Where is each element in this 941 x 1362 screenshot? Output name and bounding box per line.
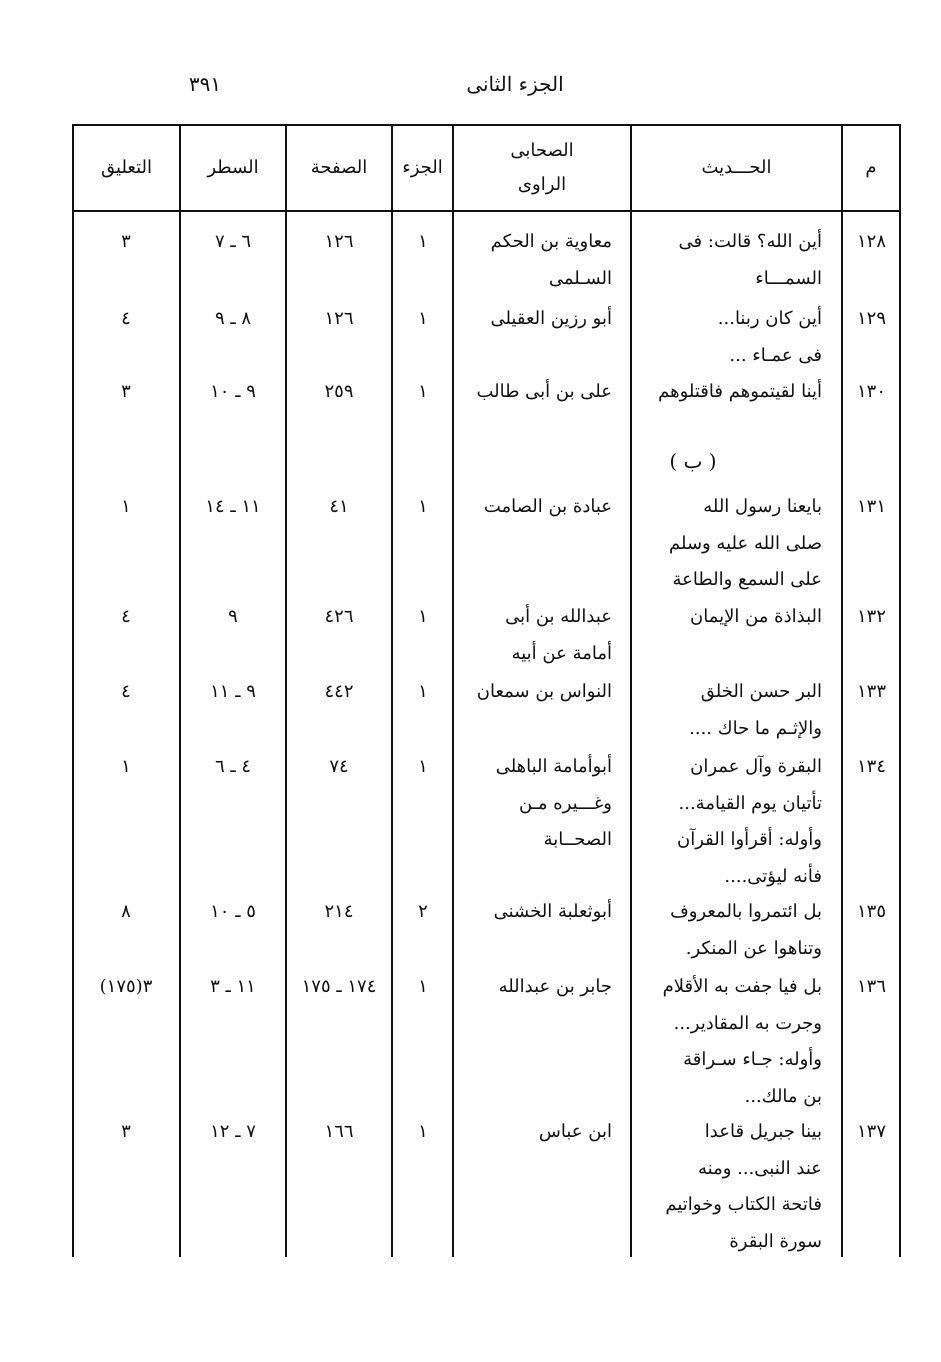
narrator: [454, 599, 612, 672]
note-cell: ٤: [121, 681, 131, 702]
page-cell: ٤٢٦: [324, 606, 354, 627]
hadith-text-line: تأتيان يوم القيامة...: [678, 792, 822, 814]
note-cell: ٨: [121, 901, 131, 922]
line-cell: ٩ ـ ١١: [210, 681, 256, 702]
narrator-line: على بن أبى طالب: [476, 381, 612, 402]
hadith-number: ١٣٣: [856, 681, 886, 702]
line-cell: ١١ ـ ٣: [210, 976, 256, 997]
narrator: [454, 1114, 612, 1151]
note-cell: ٣: [121, 1121, 131, 1142]
hadith-number: ١٣٧: [856, 1121, 886, 1142]
hadith-text-line: وأوله: جـاء سـراقة: [683, 1049, 822, 1070]
note-cell: ١: [121, 496, 131, 517]
line-cell: ٥ ـ ١٠: [210, 901, 256, 922]
hadith-text-line: بايعنا رسول الله: [703, 496, 822, 517]
hadith-text-line: صلى الله عليه وسلم: [669, 532, 822, 554]
narrator: [454, 749, 612, 859]
narrator: [454, 374, 612, 411]
juz-cell: ١: [418, 381, 428, 402]
juz-cell: ١: [418, 496, 428, 517]
hadith-text-line: بينا جبريل قاعدا: [704, 1121, 822, 1142]
hadith-number: ١٣٤: [856, 756, 886, 777]
narrator-line: النواس بن سمعان: [476, 681, 612, 702]
section-heading: ( ب ): [669, 449, 717, 473]
hadith-text-line: فأنه ليؤتى....: [724, 865, 822, 887]
narrator-line: ابن عباس: [538, 1121, 612, 1142]
narrator-line: السـلمى: [548, 267, 612, 289]
narrator-line: أمامة عن أبيه: [511, 642, 612, 664]
hadith-number: ١٣١: [856, 496, 886, 517]
page-header-title: الجزء الثانى: [466, 72, 564, 96]
col-header-safha: الصفحة: [310, 157, 368, 178]
hadith-text-line: فى عمـاء ...: [729, 344, 822, 366]
page-cell: ٢١٤: [324, 901, 354, 922]
narrator-line: جابر بن عبدالله: [498, 976, 612, 997]
narrator: [454, 301, 612, 338]
hadith-text-line: سورة البقرة: [729, 1230, 822, 1252]
page-cell: ٢٥٩: [324, 381, 354, 402]
juz-cell: ١: [418, 606, 428, 627]
col-header-num: م: [865, 157, 877, 178]
hadith-index-table: [72, 124, 901, 1257]
page-cell: ١٢٦: [324, 231, 354, 252]
col-header-sahabi: [454, 126, 630, 210]
hadith-text-line: وأوله: أقرأوا القرآن: [676, 829, 822, 850]
page-cell: ٤١: [329, 496, 349, 517]
hadith-number: ١٢٨: [856, 231, 886, 252]
juz-cell: ١: [418, 308, 428, 329]
hadith-text-line: أين الله؟ قالت: فى: [678, 231, 822, 252]
line-cell: ٤ ـ ٦: [214, 756, 252, 777]
page-cell: ١٦٦: [324, 1121, 354, 1142]
hadith-text-line: والإثـم ما حاك ....: [689, 717, 822, 739]
narrator-line: أبو رزين العقيلى: [490, 308, 612, 329]
hadith-text-line: بل فيا جفت به الأقلام: [662, 976, 822, 997]
hadith-text-line: البقرة وآل عمران: [690, 756, 822, 777]
narrator-line: وغـــيره مـن: [518, 792, 612, 814]
line-cell: ٧ ـ ١٢: [210, 1121, 256, 1142]
juz-cell: ١: [418, 976, 428, 997]
note-cell: ٣: [121, 231, 131, 252]
line-cell: ٩ ـ ١٠: [210, 381, 256, 402]
col-header-sahabi-line2: الراوى: [517, 174, 567, 195]
note-cell: ٤: [121, 606, 131, 627]
hadith-text-line: البر حسن الخلق: [700, 681, 822, 702]
narrator-line: الصحــابة: [543, 829, 612, 850]
narrator: [454, 489, 612, 526]
hadith-number: ١٣٥: [856, 901, 886, 922]
narrator-line: معاوية بن الحكم: [490, 231, 612, 252]
hadith-text-line: وتناهوا عن المنكر.: [685, 937, 822, 959]
narrator-line: أبوأمامة الباهلى: [495, 756, 612, 777]
juz-cell: ١: [418, 1121, 428, 1142]
hadith-text-line: وجرت به المقادير...: [673, 1012, 822, 1034]
col-header-sahabi-line1: الصحابى: [510, 140, 574, 161]
narrator-line: أبوثعلبة الخشنى: [493, 901, 612, 922]
juz-cell: ١: [418, 756, 428, 777]
page-cell: ٤٤٢: [324, 681, 354, 702]
page-cell: ٧٤: [329, 756, 349, 777]
hadith-number: ١٣٦: [856, 976, 886, 997]
hadith-text-line: البذاذة من الإيمان: [690, 606, 822, 627]
note-cell: ٤: [121, 308, 131, 329]
col-header-hadith: الحـــديث: [701, 157, 772, 178]
line-cell: ٨ ـ ٩: [214, 308, 252, 329]
narrator-line: عبادة بن الصامت: [483, 496, 612, 517]
narrator: [454, 674, 612, 711]
hadith-text-line: عند النبى... ومنه: [698, 1157, 822, 1179]
juz-cell: ١: [418, 681, 428, 702]
note-cell: ١: [121, 756, 131, 777]
hadith-text-line: أين كان ربنا...: [717, 308, 822, 329]
hadith-text-line: فاتحة الكتاب وخواتيم: [665, 1194, 822, 1215]
hadith-text-line: السمـــاء: [755, 267, 822, 289]
narrator: [454, 894, 612, 931]
narrator: [454, 224, 612, 297]
hadith-text-line: أينا لقيتموهم فاقتلوهم: [658, 381, 822, 402]
col-header-satr: السطر: [207, 157, 259, 178]
narrator: [454, 969, 612, 1006]
col-header-taliq: التعليق: [101, 157, 153, 178]
col-header-juz: الجزء: [402, 157, 443, 178]
page-cell: ١٢٦: [324, 308, 354, 329]
line-cell: ١١ ـ ١٤: [205, 496, 261, 517]
hadith-number: ١٣٢: [856, 606, 886, 627]
juz-cell: ١: [418, 231, 428, 252]
note-cell: ٣: [121, 381, 131, 402]
narrator-line: عبدالله بن أبى: [505, 606, 612, 627]
hadith-number: ١٢٩: [856, 308, 886, 329]
hadith-text-line: على السمع والطاعة: [672, 569, 822, 590]
page-cell: ١٧٤ ـ ١٧٥: [301, 976, 377, 997]
header-divider: [72, 210, 901, 212]
note-cell: ٣(١٧٥): [99, 976, 153, 997]
hadith-text-line: بل ائتمروا بالمعروف: [670, 901, 822, 922]
hadith-number: ١٣٠: [856, 381, 886, 402]
page-number: ٣٩١: [188, 72, 222, 96]
line-cell: ٦ ـ ٧: [214, 231, 252, 252]
juz-cell: ٢: [418, 901, 428, 922]
line-cell: ٩: [228, 606, 238, 627]
hadith-text-line: بن مالك...: [744, 1085, 822, 1107]
